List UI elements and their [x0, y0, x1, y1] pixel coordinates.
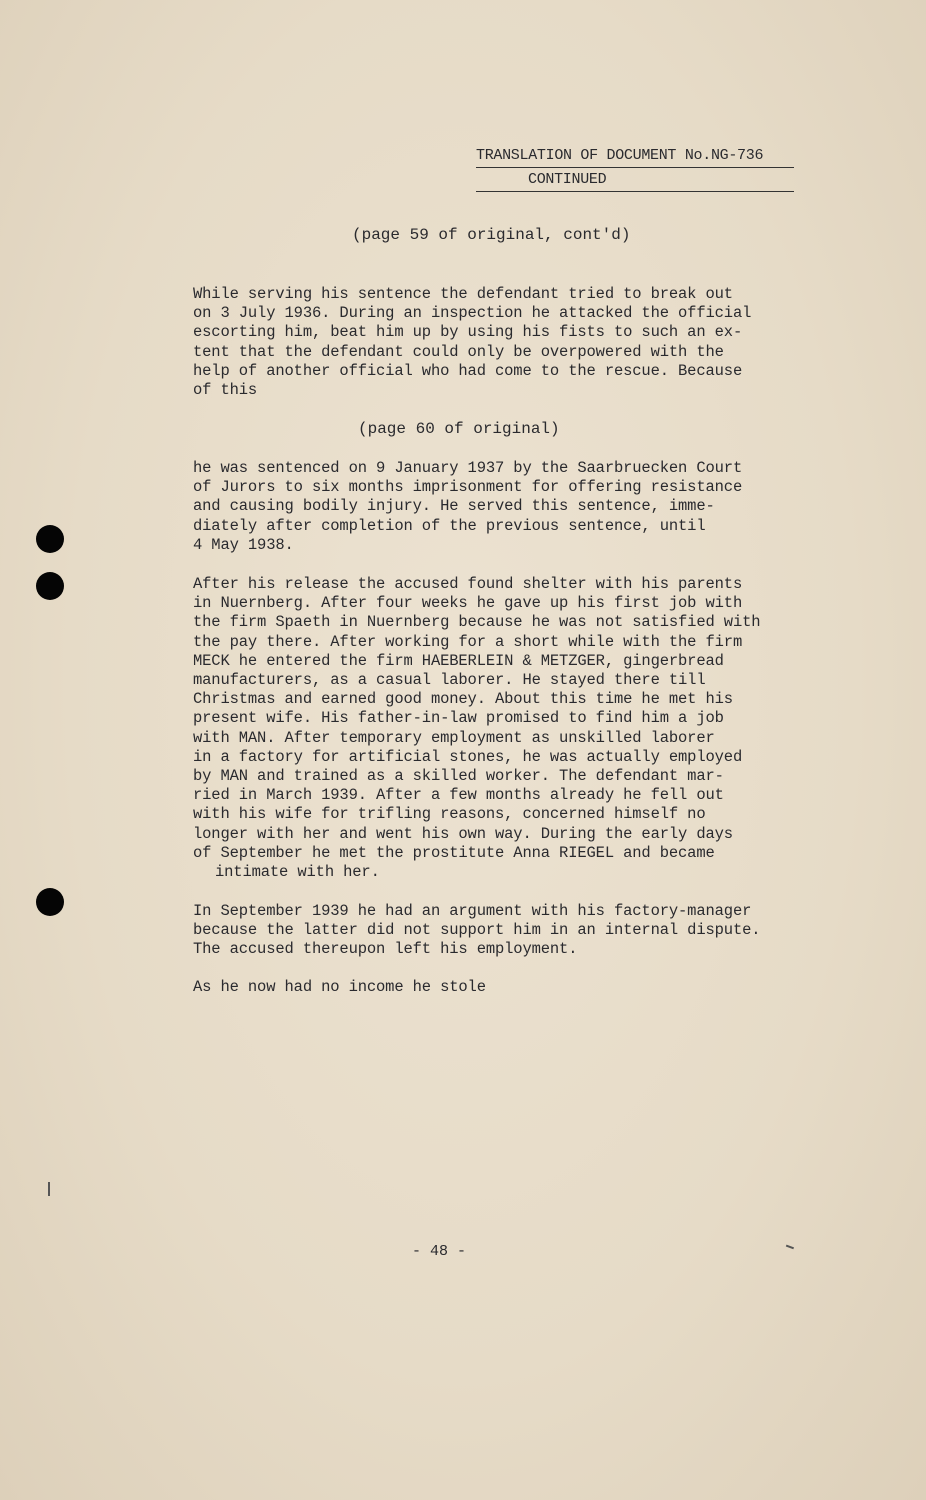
text-line: with MAN. After temporary employment as unskilled laborer — [193, 728, 715, 747]
text-line: The accused thereupon left his employment. — [193, 940, 578, 959]
text-line: tent that the defendant could only be overpowered with the — [193, 342, 724, 361]
paragraph-escape-attempt — [193, 285, 751, 400]
text-line: intimate with her. — [215, 863, 380, 882]
punch-hole — [36, 525, 64, 553]
text-line: 4 May 1938. — [193, 535, 294, 554]
text-line: in a factory for artificial stones, he was actually employed — [193, 747, 743, 766]
text-line: the firm Spaeth in Nuernberg because he was not satisfied with — [193, 613, 761, 632]
paragraph-after-release — [193, 575, 760, 882]
punch-hole — [36, 888, 64, 916]
header-title: TRANSLATION OF DOCUMENT No.NG-736 — [476, 146, 794, 168]
text-line: Christmas and earned good money. About this time he met his — [193, 690, 733, 709]
text-line: diately after completion of the previous sentence, until — [193, 516, 706, 535]
text-line: with his wife for trifling reasons, concerned himself no — [193, 805, 706, 824]
pencil-mark — [786, 1245, 794, 1249]
text-line: escorting him, beat him up by using his fists to such an ex- — [193, 323, 743, 342]
text-line: help of another official who had come to the rescue. Because — [193, 361, 743, 380]
original-page-note-60: (page 60 of original) — [358, 420, 560, 438]
text-line: MECK he entered the firm HAEBERLEIN & METZGER, gingerbread — [193, 651, 724, 670]
header-continued: CONTINUED — [528, 171, 607, 188]
punch-hole — [36, 572, 64, 600]
paragraph-sentence-1937 — [193, 459, 742, 555]
text-line: manufacturers, as a casual laborer. He stayed there till — [193, 671, 706, 690]
text-line: After his release the accused found shelter with his parents — [193, 575, 743, 593]
text-line: in Nuernberg. After four weeks he gave up his first job with — [193, 594, 743, 613]
text-line: by MAN and trained as a skilled worker. The defendant mar- — [193, 767, 724, 786]
text-line: because the latter did not support him in an internal dispute. — [193, 921, 761, 940]
text-line: While serving his sentence the defendant tried to break out — [193, 285, 733, 303]
text-line: In September 1939 he had an argument with his factory-manager — [193, 902, 752, 920]
paragraph-argument — [193, 902, 760, 960]
text-line: As he now had no income he stole — [193, 978, 486, 996]
text-line: of this — [193, 381, 258, 400]
page-number: - 48 - — [412, 1243, 467, 1260]
text-line: present wife. His father-in-law promised to find him a job — [193, 709, 724, 728]
document-header — [476, 146, 794, 192]
text-line: he was sentenced on 9 January 1937 by the Saarbruecken Court — [193, 459, 743, 477]
text-line: of Jurors to six months imprisonment for offering resistance — [193, 478, 743, 497]
pencil-mark — [48, 1182, 50, 1196]
text-line: ried in March 1939. After a few months already he fell out — [193, 786, 724, 805]
text-line: the pay there. After working for a short while with the firm — [193, 632, 743, 651]
paragraph-stole — [193, 978, 486, 997]
text-line: longer with her and went his own way. During the early days — [193, 824, 733, 843]
text-line: and causing bodily injury. He served this sentence, imme- — [193, 497, 715, 516]
text-line: on 3 July 1936. During an inspection he attacked the official — [193, 304, 752, 323]
header-underline — [476, 191, 794, 192]
original-page-note-59: (page 59 of original, cont'd) — [352, 226, 631, 244]
text-line: of September he met the prostitute Anna RIEGEL and became — [193, 843, 715, 862]
